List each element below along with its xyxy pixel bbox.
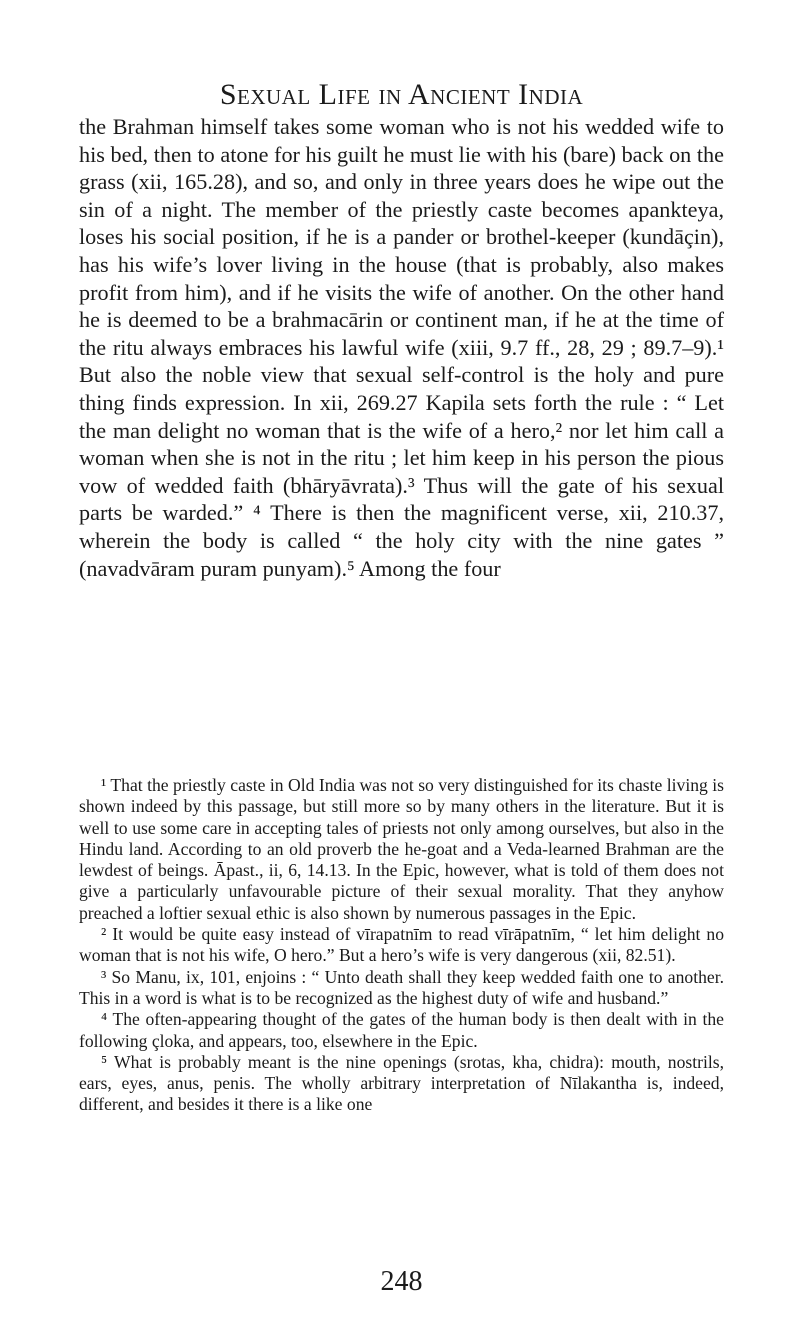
footnote-5: ⁵ What is probably meant is the nine openings (srotas, kha, chidra): mouth, nostrils, ears, eyes, anus, penis. The wholly arbitrary interpretation of Nīlakantha is, indeed, different, and besides it there is a like one [79, 1051, 724, 1115]
page-number: 248 [380, 1266, 423, 1297]
footnote-3: ³ So Manu, ix, 101, enjoins : “ Unto death shall they keep wedded faith one to another. This in a word is what is to be recognized as the highest duty of wife and husband.” [79, 966, 724, 1008]
footnote-4: ⁴ The often-appearing thought of the gates of the human body is then dealt with in the following çloka, and appears, too, elsewhere in the Epic. [79, 1009, 724, 1051]
running-head: Sexual Life in Ancient India [219, 78, 584, 111]
footnote-2: ² It would be quite easy instead of vīrapatnīm to read vīrāpatnīm, “ let him delight no woman that is not his wife, O hero.” But a hero’s wife is very dangerous (xii, 82.51). [79, 924, 724, 966]
footnote-1: ¹ That the priestly caste in Old India was not so very distinguished for its chaste living is shown indeed by this passage, but still more so by many others in the literature. But it is well to use some care in accepting tales of priests not only among ourselves, but also in the Hindu land. According to an old proverb the he-goat and a Veda-learned Brahman are the lewdest of beings. Āpast., ii, 6, 14.13. In the Epic, however, what is told of them does not give a particularly unfavourable picture of their sexual morality. That they anyhow preached a loftier sexual ethic is also shown by numerous passages in the Epic. [79, 775, 724, 923]
body-paragraph: the Brahman himself takes some woman who is not his wedded wife to his bed, then to atone for his guilt he must lie with his (bare) back on the grass (xii, 165.28), and so, and only in three years does he wipe out the sin of a night. The member of the priestly caste becomes apankteya, loses his social position, if he is a pander or brothel-keeper (kundāçin), has his wife’s lover living in the house (that is probably, also makes profit from him), and if he visits the wife of another. On the other hand he is deemed to be a brahmacārin or continent man, if he at the time of the ritu always embraces his lawful wife (xiii, 9.7 ff., 28, 29 ; 89.7–9).¹ But also the noble view that sexual self-control is the holy and pure thing finds expression. In xii, 269.27 Kapila sets forth the rule : “ Let the man delight no woman that is the wife of a hero,² nor let him call a woman when she is not in the ritu ; let him keep in his person the pious vow of wedded faith (bhāryāvrata).³ Thus will the gate of his sexual parts be warded.” ⁴ There is then the magnificent verse, xii, 210.37, wherein the body is called “ the holy city with the nine gates ” (navadvāram puram punyam).⁵ Among the four [79, 114, 724, 581]
footnotes [79, 775, 724, 1116]
